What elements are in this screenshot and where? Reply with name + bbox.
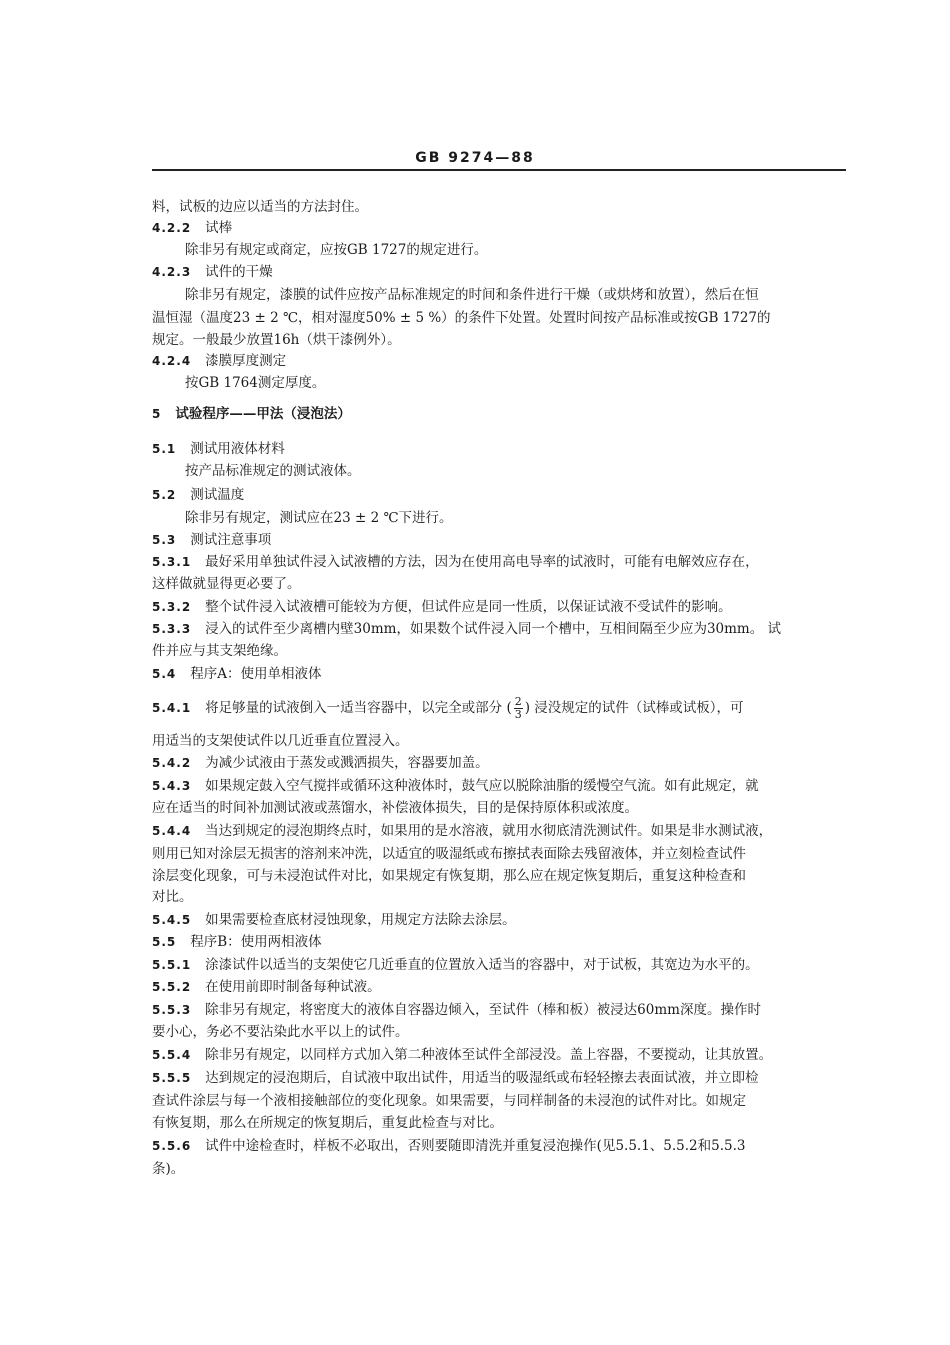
text-line: 除非另有规定或商定，应按GB 1727的规定进行。 xyxy=(185,242,488,258)
text-line: 这样做就显得更必要了。 xyxy=(152,576,301,592)
text-line: 按产品标准规定的测试液体。 xyxy=(185,463,361,479)
text-line: 5.4.4 当达到规定的浸泡期终点时，如果用的是水溶液，就用水彻底清洗测试件。如果是非水测试液， xyxy=(152,823,773,839)
section-title: 5 试验程序——甲法（浸泡法） xyxy=(152,406,351,422)
text-line: 5.5.3 除非另有规定，将密度大的液体自容器边倾入，至试件（棒和板）被浸达60mm深度。操作时 xyxy=(152,1002,761,1018)
text-line: 5.5.6 试件中途检查时，样板不必取出，否则要随即清洗并重复浸泡操作(见5.5.1、5.5.2和5.5.3 xyxy=(152,1138,746,1154)
text-line: 查试件涂层与每一个液相接触部位的变化现象。如果需要，与同样制备的未浸泡的试件对比。如规定 xyxy=(152,1093,746,1109)
text-line: 5.3.1 最好采用单独试件浸入试液槽的方法，因为在使用高电导率的试液时，可能有电解效应存在， xyxy=(152,554,759,570)
text-line-with-fraction: 5.4.1 将足够量的试液倒入一适当容器中，以完全或部分 ( $\frac{2}{3}$ ) 浸没规定的试件（试棒或试板），可 xyxy=(152,695,744,721)
text-line: 要小心，务必不要沾染此水平以上的试件。 xyxy=(152,1024,409,1040)
text-line: 按GB 1764测定厚度。 xyxy=(185,375,326,391)
clause-heading: 5.3 测试注意事项 xyxy=(152,532,272,548)
clause-heading: 4.2.2 试棒 xyxy=(152,220,233,236)
text-line: 则用已知对涂层无损害的溶剂来冲洗，以适宜的吸湿纸或布擦拭表面除去残留液体，并立刻检查试件 xyxy=(152,846,746,862)
clause-heading: 5.1 测试用液体材料 xyxy=(152,441,285,457)
text-line: 应在适当的时间补加测试液或蒸馏水，补偿液体损失，目的是保持原体积或浓度。 xyxy=(152,800,638,816)
text-line: 5.5.1 涂漆试件以适当的支架使它几近垂直的位置放入适当的容器中，对于试板，其宽边为水平的。 xyxy=(152,957,759,973)
text-line: 条)。 xyxy=(152,1161,185,1177)
text-line: 5.4.3 如果规定鼓入空气搅拌或循环这种液体时，鼓气应以脱除油脂的缓慢空气流。如有此规定，就 xyxy=(152,778,759,794)
text-line: 规定。一般最少放置16h（烘干漆例外）。 xyxy=(152,332,401,348)
text-line: 涂层变化现象，可与未浸泡试件对比，如果规定有恢复期，那么应在规定恢复期后，重复这种检查和 xyxy=(152,868,746,884)
clause-heading: 5.2 测试温度 xyxy=(152,487,245,503)
header-rule xyxy=(152,169,846,171)
text-line: 除非另有规定，测试应在23 ± 2 ℃下进行。 xyxy=(185,510,453,526)
text-line: 有恢复期，那么在所规定的恢复期后，重复此检查与对比。 xyxy=(152,1115,503,1131)
clause-heading: 5.5 程序B：使用两相液体 xyxy=(152,934,322,950)
clause-heading: 5.4 程序A：使用单相液体 xyxy=(152,666,322,682)
text-line: 5.5.4 除非另有规定，以同样方式加入第二种液体至试件全部浸没。盖上容器，不要搅动，让其放置。 xyxy=(152,1047,773,1063)
fraction: $\frac{2}{3}$ xyxy=(514,695,522,721)
text-line: 5.4.5 如果需要检查底材浸蚀现象，用规定方法除去涂层。 xyxy=(152,912,516,928)
clause-heading: 4.2.3 试件的干燥 xyxy=(152,264,273,280)
text-line: 件并应与其支架绝缘。 xyxy=(152,643,287,659)
text-line: 料，试板的边应以适当的方法封住。 xyxy=(152,199,368,215)
clause-heading: 4.2.4 漆膜厚度测定 xyxy=(152,353,287,369)
text-line: 除非另有规定，漆膜的试件应按产品标准规定的时间和条件进行干燥（或烘烤和放置），然后在恒 xyxy=(185,287,759,303)
text-line: 5.4.2 为减少试液由于蒸发或溅洒损失，容器要加盖。 xyxy=(152,755,489,771)
text-line: 5.5.5 达到规定的浸泡期后，自试液中取出试件，用适当的吸湿纸或布轻轻擦去表面试液，并立即检 xyxy=(152,1070,759,1086)
text-line: 5.5.2 在使用前即时制备每种试液。 xyxy=(152,979,381,995)
text-line: 用适当的支架使试件以几近垂直位置浸入。 xyxy=(152,733,409,749)
text-line: 对比。 xyxy=(152,889,193,905)
text-line: 温恒湿（温度23 ± 2 ℃，相对湿度50% ± 5 %）的条件下处置。处置时间按产品标准或按GB 1727的 xyxy=(152,310,771,326)
text-line: 5.3.3 浸入的试件至少离槽内壁30mm，如果数个试件浸入同一个槽中，互相间隔至少应为30mm。 试 xyxy=(152,621,782,637)
text-line: 5.3.2 整个试件浸入试液槽可能较为方便，但试件应是同一性质，以保证试液不受试件的影响。 xyxy=(152,599,732,615)
standard-header: GB 9274—88 xyxy=(415,150,535,166)
